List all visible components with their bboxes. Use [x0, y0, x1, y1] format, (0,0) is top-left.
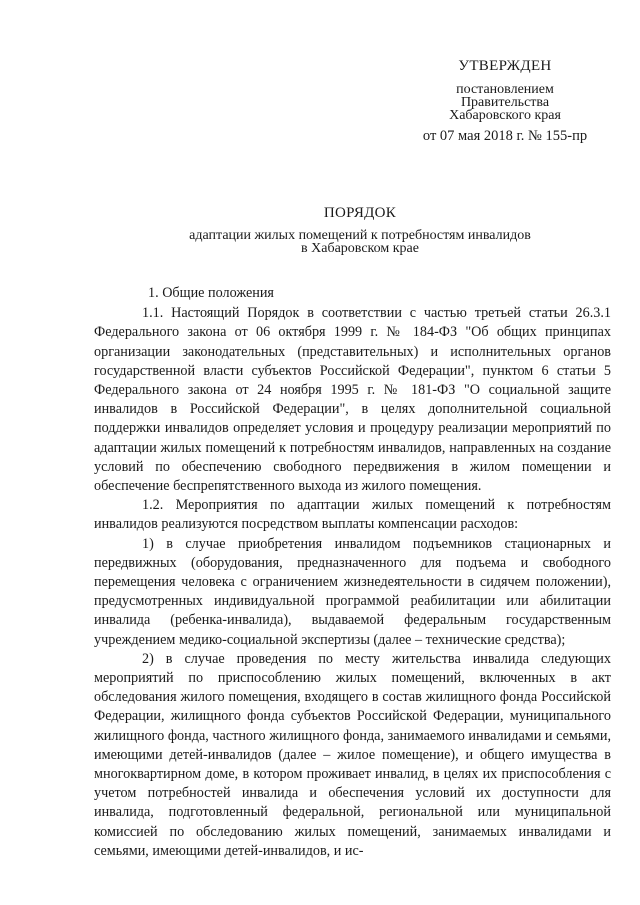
list-item-2: 2) в случае проведения по месту жительства инвалида следующих мероприятий по приспособлению жилых помещений, включенных в акт обследования жилого помещения, входящего в состав жилищного фонда Российской Федерации, жилищного фонда субъектов Российской Федерации, муниципального жилищного фонда, частного жилищного фонда, занимаемого инвалидами и семьями, имеющими детей-инвалидов (далее – жилое помещение), и общего имущества в многоквартирном доме, в котором проживает инвалид, в целях их приспособления с учетом потребностей инвалида и обеспечения условий их доступности для инвалида, подготовленный федеральной, региональной или муниципальной комиссией по обследованию жилых помещений, занимаемых инвалидами и семьями, имеющими детей-инвалидов, и ис- [94, 650, 611, 859]
approval-date: от 07 мая 2018 г. № 155-пр [422, 128, 588, 144]
section-heading: 1. Общие положения [148, 285, 274, 301]
approval-line-region: Хабаровского края [449, 108, 561, 123]
document-subtitle-line1: адаптации жилых помещений к потребностям инвалидов [189, 228, 531, 243]
document-body [94, 284, 611, 861]
approval-stamp [390, 60, 620, 143]
document-subtitle-line2: в Хабаровском крае [301, 241, 419, 256]
approved-label: УТВЕРЖДЕН [458, 58, 552, 74]
approval-line-resolution: постановлением [456, 82, 554, 97]
paragraph-1-2: 1.2. Мероприятия по адаптации жилых помещений к потребностям инвалидов реализуются посредством выплаты компенсации расходов: [94, 497, 611, 533]
approval-line-government: Правительства [460, 95, 550, 110]
list-item-1: 1) в случае приобретения инвалидом подъемников стационарных и передвижных (оборудования, предназначенного для подъема и свободного перемещения человека с ограничением жизнедеятельности в сидячем положении), предусмотренных индивидуальной программой реабилитации или абилитации инвалида (ребенка-инвалида), выдаваемой федеральным государственным учреждением медико-социальной экспертизы (далее – технические средства); [94, 535, 611, 648]
document-title-block [100, 205, 620, 255]
paragraph-1-1: 1.1. Настоящий Порядок в соответствии с частью третьей статьи 26.3.1 Федерального закона от 06 октября 1999 г. № 184-ФЗ "Об общих принципах организации законодательных (представительных) и исполнительных органов государственной власти субъектов Российской Федерации", пунктом 6 статьи 5 Федерального закона от 24 ноября 1995 г. № 181-ФЗ "О социальной защите инвалидов в Российской Федерации", в целях дополнительной социальной поддержки инвалидов определяет условия и процедуру реализации мероприятий по адаптации жилых помещений к потребностям инвалидов, направленных на создание условий по обеспечению свободного передвижения в жилом помещении и обеспечение беспрепятственного выхода из жилого помещения. [94, 305, 611, 495]
document-title: ПОРЯДОК [323, 205, 397, 221]
